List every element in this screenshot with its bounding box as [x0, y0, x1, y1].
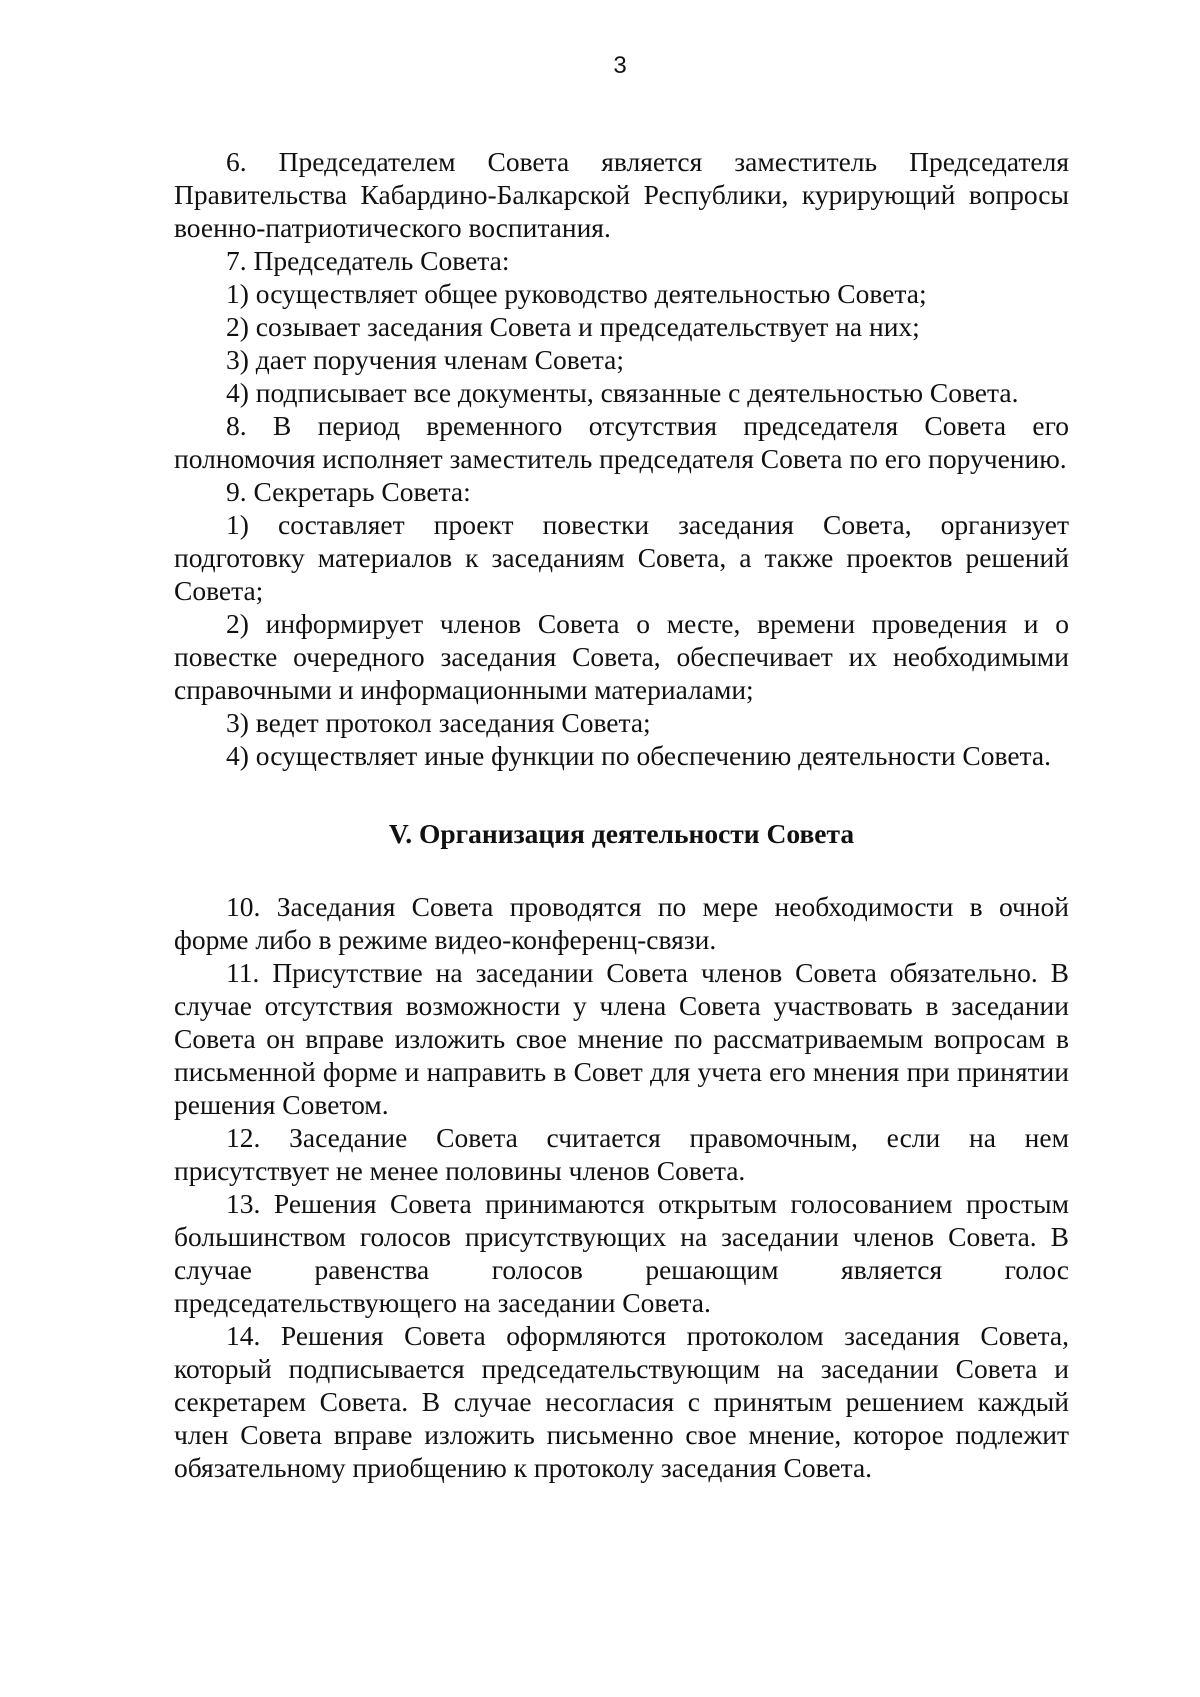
paragraph-10: 10. Заседания Совета проводятся по мере необходимости в очной форме либо в режиме видео-конференц-связи.	[174, 891, 1069, 955]
paragraph-13: 13. Решения Совета принимаются открытым голосованием простым большинством голосов присутствующих на заседании членов Совета. В случае равенства голосов решающим является голос председательствующего на заседании Совета.	[174, 1188, 1069, 1318]
section-heading: V. Организация деятельности Совета	[388, 818, 855, 849]
document-body	[174, 145, 1069, 1484]
paragraph-9-item-1: 1) составляет проект повестки заседания Совета, организует подготовку материалов к заседаниям Совета, а также проектов решений Совета;	[174, 509, 1069, 606]
paragraph-7-item-1: 1) осуществляет общее руководство деятельностью Совета;	[226, 278, 927, 309]
paragraph-7-item-4: 4) подписывает все документы, связанные с деятельностью Совета.	[226, 377, 1019, 408]
page-number: 3	[613, 52, 627, 79]
paragraph-9-item-4: 4) осуществляет иные функции по обеспечению деятельности Совета.	[226, 740, 1051, 771]
paragraph-11: 11. Присутствие на заседании Совета членов Совета обязательно. В случае отсутствия возможности у члена Совета участвовать в заседании Совета он вправе изложить свое мнение по рассматриваемым вопросам в письменной форме и направить в Совет для учета его мнения при принятии решения Советом.	[174, 957, 1069, 1120]
paragraph-9: 9. Секретарь Совета:	[226, 476, 471, 507]
paragraph-14: 14. Решения Совета оформляются протоколом заседания Совета, который подписывается председательствующим на заседании Совета и секретарем Совета. В случае несогласия с принятым решением каждый член Совета вправе изложить письменно свое мнение, которое подлежит обязательному приобщению к протоколу заседания Совета.	[174, 1320, 1069, 1483]
paragraph-7-item-2: 2) созывает заседания Совета и председательствует на них;	[226, 311, 920, 342]
paragraph-6: 6. Председателем Совета является заместитель Председателя Правительства Кабардино-Балкарской Республики, курирующий вопросы военно-патриотического воспитания.	[174, 146, 1069, 243]
paragraph-7: 7. Председатель Совета:	[226, 245, 510, 276]
paragraph-9-item-3: 3) ведет протокол заседания Совета;	[226, 707, 651, 738]
paragraph-8: 8. В период временного отсутствия председателя Совета его полномочия исполняет заместитель председателя Совета по его поручению.	[174, 410, 1069, 474]
paragraph-9-item-2: 2) информирует членов Совета о месте, времени проведения и о повестке очередного заседания Совета, обеспечивает их необходимыми справочными и информационными материалами;	[174, 608, 1069, 705]
paragraph-7-item-3: 3) дает поручения членам Совета;	[226, 344, 624, 375]
paragraph-12: 12. Заседание Совета считается правомочным, если на нем присутствует не менее половины членов Совета.	[174, 1122, 1069, 1186]
